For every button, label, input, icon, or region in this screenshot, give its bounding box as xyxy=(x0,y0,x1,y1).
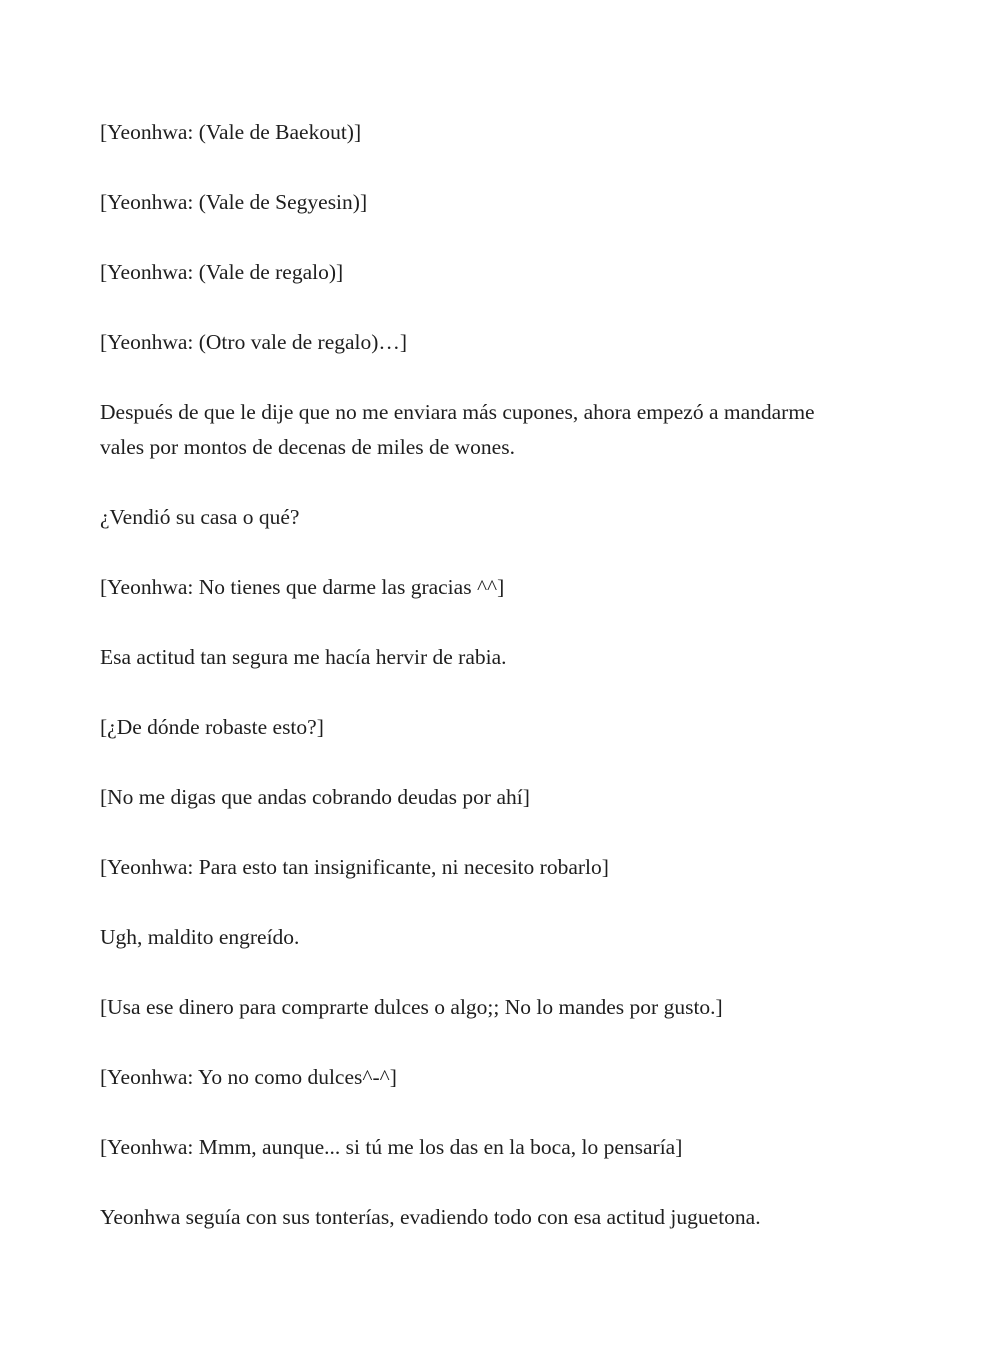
paragraph: Después de que le dije que no me enviara más cupones, ahora empezó a mandarme vales por montos de decenas de miles de wones. xyxy=(100,400,815,459)
paragraph: [Yeonhwa: Yo no como dulces^-^] xyxy=(100,1065,397,1089)
paragraph: [Yeonhwa: (Vale de regalo)] xyxy=(100,260,344,284)
paragraph: [Usa ese dinero para comprarte dulces o algo;; No lo mandes por gusto.] xyxy=(100,995,723,1019)
paragraph: [Yeonhwa: (Otro vale de regalo)…] xyxy=(100,330,408,354)
paragraph: [Yeonhwa: (Vale de Segyesin)] xyxy=(100,190,368,214)
paragraph: [Yeonhwa: Mmm, aunque... si tú me los das en la boca, lo pensaría] xyxy=(100,1135,683,1159)
paragraph: [Yeonhwa: No tienes que darme las gracias ^^] xyxy=(100,575,505,599)
paragraph: [Yeonhwa: (Vale de Baekout)] xyxy=(100,120,362,144)
paragraph: Esa actitud tan segura me hacía hervir de rabia. xyxy=(100,645,507,669)
paragraph: Yeonhwa seguía con sus tonterías, evadiendo todo con esa actitud juguetona. xyxy=(100,1205,761,1229)
paragraph: [No me digas que andas cobrando deudas por ahí] xyxy=(100,785,530,809)
paragraph: [¿De dónde robaste esto?] xyxy=(100,715,324,739)
paragraph: [Yeonhwa: Para esto tan insignificante, ni necesito robarlo] xyxy=(100,855,609,879)
paragraph: ¿Vendió su casa o qué? xyxy=(100,505,300,529)
paragraph: Ugh, maldito engreído. xyxy=(100,925,300,949)
